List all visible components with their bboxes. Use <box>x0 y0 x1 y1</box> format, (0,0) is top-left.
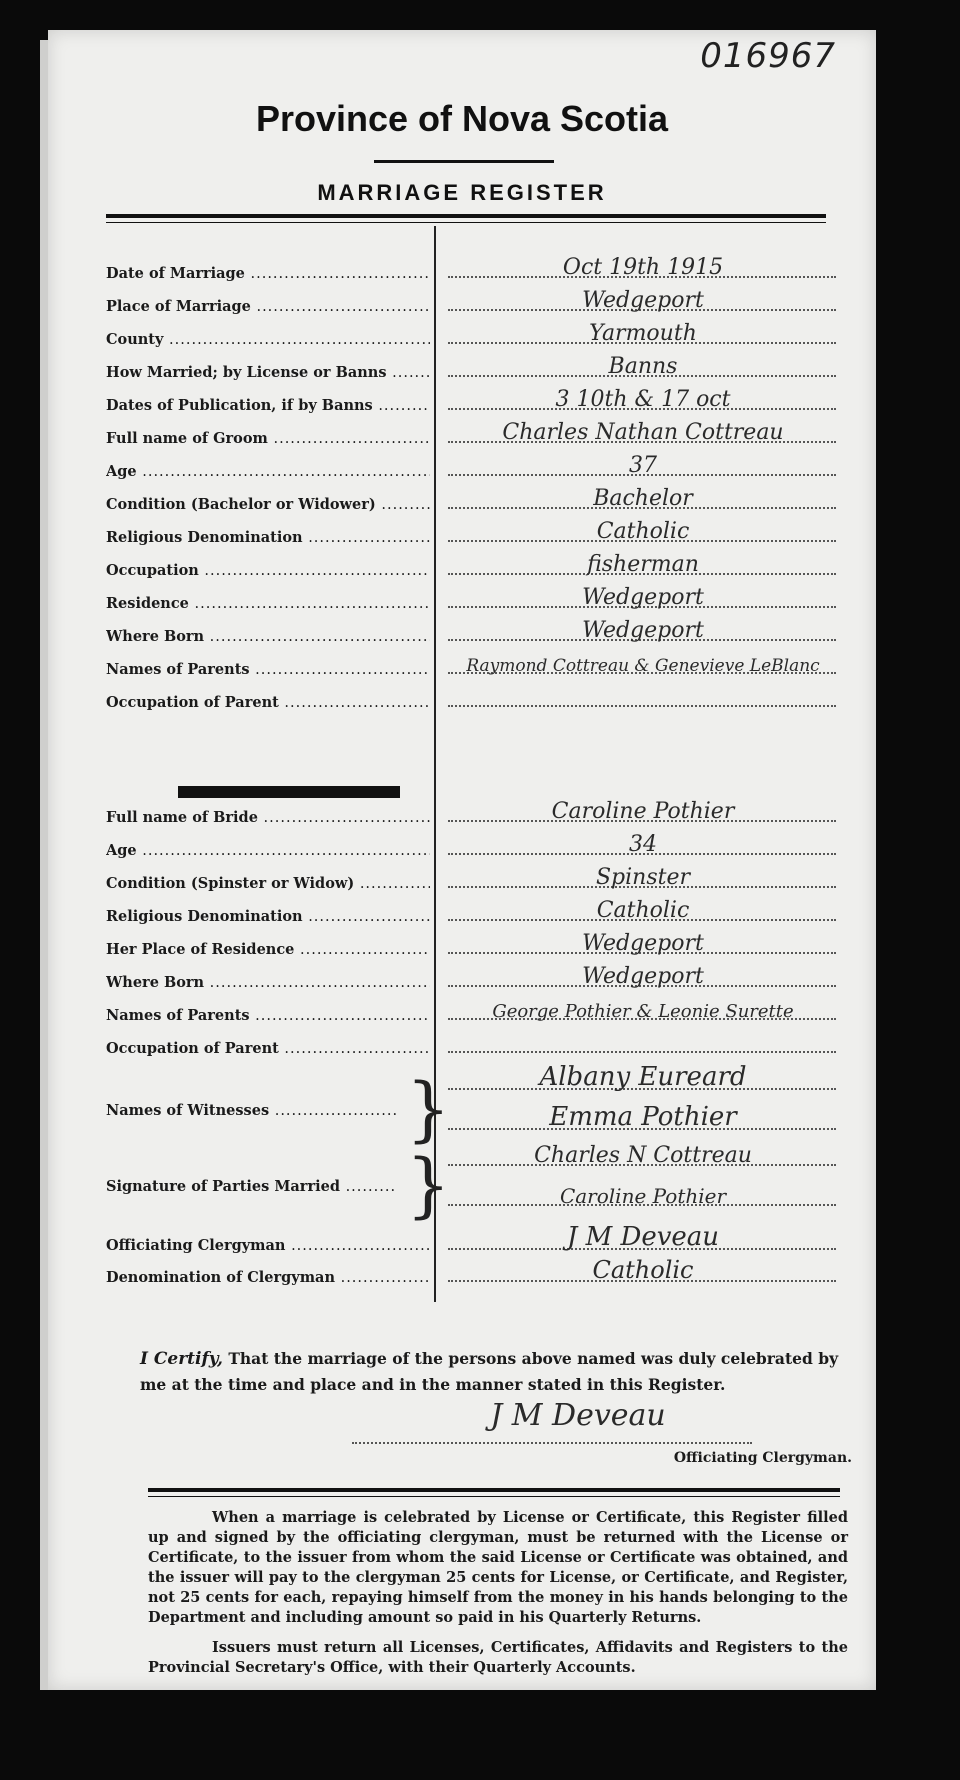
field-value: Wedgeport <box>582 618 704 643</box>
certification-statement <box>140 1346 840 1398</box>
party-row <box>106 1142 848 1172</box>
field-value: Yarmouth <box>589 321 697 346</box>
party-signature: Charles N Cottreau <box>534 1143 752 1168</box>
register-row <box>106 320 848 350</box>
witnesses-brace: } <box>406 1068 451 1150</box>
field-label: Dates of Publication, if by Banns ..... <box>106 397 430 414</box>
field-label: Age ..... <box>106 842 430 859</box>
register-row <box>106 798 848 828</box>
field-value: Catholic <box>596 519 690 544</box>
field-label: Where Born ..... <box>106 974 430 991</box>
field-label: Names of Parents ..... <box>106 661 430 678</box>
register-row <box>106 386 848 416</box>
parties-label: Signature of Parties Married ..... <box>106 1178 396 1195</box>
party-row <box>106 1182 848 1212</box>
witness-signature: Albany Eureard <box>539 1062 747 1092</box>
field-label: How Married; by License or Banns ..... <box>106 364 430 381</box>
field-label: Officiating Clergyman ..... <box>106 1237 430 1254</box>
header-rule-thin <box>106 222 826 223</box>
witnesses-label: Names of Witnesses ..... <box>106 1102 396 1119</box>
document-title: Province of Nova Scotia <box>255 98 669 139</box>
register-row <box>106 1222 848 1256</box>
footer-rule <box>148 1488 840 1492</box>
field-label: Religious Denomination ..... <box>106 529 430 546</box>
parties-brace: } <box>406 1144 451 1226</box>
signature-line <box>352 1442 752 1444</box>
witness-row <box>106 1062 848 1096</box>
register-row <box>106 518 848 548</box>
certify-lead: I Certify, <box>140 1349 223 1369</box>
register-row <box>106 254 848 284</box>
field-label: Occupation ..... <box>106 562 430 579</box>
register-row <box>106 831 848 861</box>
register-row <box>106 287 848 317</box>
field-value: Catholic <box>596 898 690 923</box>
field-value: Banns <box>608 354 678 379</box>
field-label: Residence ..... <box>106 595 430 612</box>
register-row <box>106 584 848 614</box>
field-value: Caroline Pothier <box>551 799 735 824</box>
title-rule <box>374 160 554 163</box>
party-signature: Caroline Pothier <box>559 1184 727 1208</box>
field-label: Where Born ..... <box>106 628 430 645</box>
field-line <box>448 705 836 707</box>
field-label: Occupation of Parent ..... <box>106 694 430 711</box>
field-label: Date of Marriage ..... <box>106 265 430 282</box>
register-row <box>106 353 848 383</box>
field-value: Catholic <box>592 1256 694 1284</box>
register-document <box>48 30 876 1690</box>
register-row <box>106 452 848 482</box>
field-value: Wedgeport <box>582 288 704 313</box>
header-rule <box>106 214 826 218</box>
witness-row <box>106 1102 848 1136</box>
field-value: 34 <box>629 832 657 857</box>
field-label: Condition (Spinster or Widow) ..... <box>106 875 430 892</box>
field-value: Raymond Cottreau & Genevieve LeBlanc <box>466 656 820 676</box>
register-row <box>106 963 848 993</box>
field-label: Religious Denomination ..... <box>106 908 430 925</box>
field-value: Charles Nathan Cottreau <box>502 420 784 445</box>
license-notice: When a marriage is celebrated by License or Certificate, this Register filled up and signed by the officiating clergyman, must be returned with the License or Certificate, to the issuer from whom the said License or Certificate was obtained, and the issuer will pay to the clergyman 25 cents for License, or Certificate, and Register, not 25 cents for each, repaying himself from the money in his hands belonging to the Department and including amount so paid in his Quarterly Returns. <box>148 1509 848 1626</box>
field-value: Spinster <box>595 865 691 890</box>
field-value: Wedgeport <box>582 964 704 989</box>
field-value: fisherman <box>587 552 699 577</box>
register-row <box>106 485 848 515</box>
issuer-notice: Issuers must return all Licenses, Certificates, Affidavits and Registers to the Provincial Secretary's Office, with their Quarterly Accounts. <box>148 1639 848 1676</box>
witness-signature: Emma Pothier <box>549 1102 737 1132</box>
register-row <box>106 897 848 927</box>
field-label: Full name of Bride ..... <box>106 809 430 826</box>
field-line <box>448 1051 836 1053</box>
register-row <box>106 650 848 680</box>
field-label: Her Place of Residence ..... <box>106 941 430 958</box>
field-value: Wedgeport <box>582 931 704 956</box>
section-divider-bar <box>178 786 400 798</box>
register-row <box>106 419 848 449</box>
register-row <box>106 1258 848 1288</box>
register-row <box>106 683 848 713</box>
footer-rule-thin <box>148 1496 840 1497</box>
field-label: Place of Marriage ..... <box>106 298 430 315</box>
register-row <box>106 930 848 960</box>
field-label: Occupation of Parent ..... <box>106 1040 430 1057</box>
register-row <box>106 864 848 894</box>
field-value: J M Deveau <box>566 1222 720 1252</box>
field-label: Denomination of Clergyman ..... <box>106 1269 430 1286</box>
signature-caption: Officiating Clergyman. <box>673 1450 852 1466</box>
field-value: 37 <box>629 453 657 478</box>
register-row <box>106 996 848 1026</box>
clergy-signature: J M Deveau <box>490 1398 666 1433</box>
field-value: George Pothier & Leonie Surette <box>492 1001 794 1022</box>
field-label: Full name of Groom ..... <box>106 430 430 447</box>
certify-text: That the marriage of the persons above named was duly celebrated by me at the time and place and in the manner stated in this Register. <box>140 1349 839 1394</box>
document-subtitle: MARRIAGE REGISTER <box>317 180 607 205</box>
field-label: County ..... <box>106 331 430 348</box>
field-value: 3 10th & 17 oct <box>555 387 731 412</box>
form-number: 016967 <box>700 36 836 76</box>
field-label: Names of Parents ..... <box>106 1007 430 1024</box>
field-value: Wedgeport <box>582 585 704 610</box>
register-row <box>106 617 848 647</box>
register-row <box>106 1029 848 1059</box>
register-row <box>106 551 848 581</box>
field-value: Bachelor <box>593 486 693 511</box>
field-label: Age ..... <box>106 463 430 480</box>
field-value: Oct 19th 1915 <box>562 255 724 280</box>
field-label: Condition (Bachelor or Widower) ..... <box>106 496 430 513</box>
